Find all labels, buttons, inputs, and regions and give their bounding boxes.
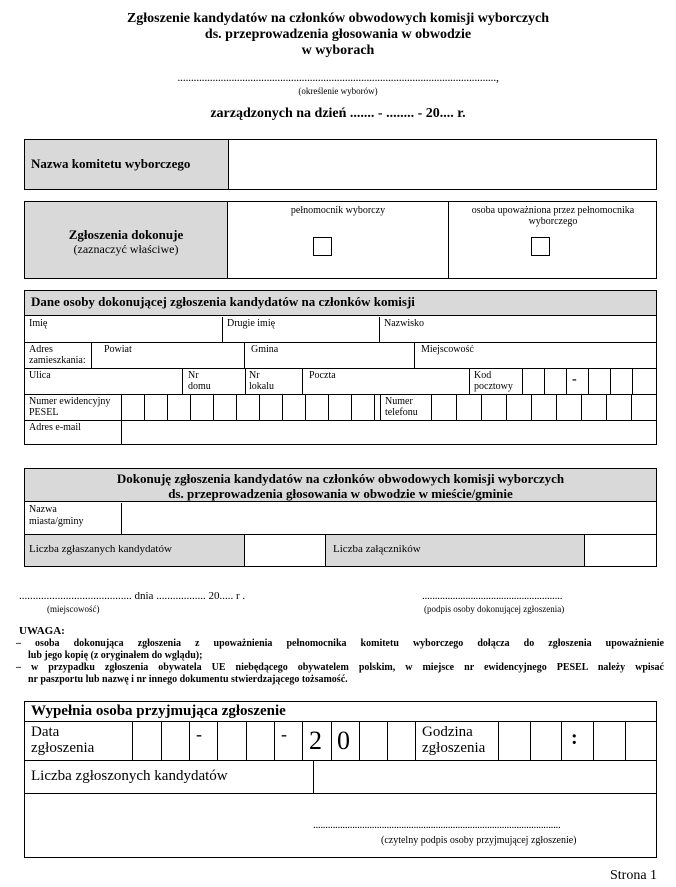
phone-cells[interactable] <box>431 395 656 420</box>
form-title <box>0 11 676 59</box>
submitter-role-box <box>24 201 657 279</box>
option-authorized-label: osoba upoważniona przez pełnomocnika wyborczego <box>471 205 635 227</box>
date-dash-1: - <box>196 724 202 744</box>
house-number-field[interactable]: Nr domu <box>188 370 211 392</box>
locality-field[interactable]: Miejscowość <box>421 344 474 355</box>
time-colon: : <box>571 727 578 749</box>
elections-caption: (określenie wyborów) <box>298 86 378 96</box>
notice-list <box>16 638 664 686</box>
notice-item-1a: – osoba dokonująca zgłoszenia z upoważnienia pełnomocnika komitetu wyborczego dołącza do zgłoszenia upoważnienie <box>16 638 664 649</box>
submission-title: Dokonuję zgłoszenia kandydatów na członków obwodowych komisji wyborczych ds. przeprowadzenia głosowania w obwodzie w mieście/gminie <box>25 469 656 502</box>
year-digit-0: 0 <box>337 726 350 755</box>
date-label-cell: Data zgłoszenia <box>31 724 95 756</box>
committee-label-cell <box>25 140 229 189</box>
pesel-label-cell: Numer ewidencyjny PESEL <box>29 396 111 418</box>
postal-code-cells[interactable] <box>522 369 654 394</box>
submission-section <box>24 468 657 567</box>
notice-item-2a: – w przypadku zgłoszenia obywatela UE niebędącego obywatelem polskim, w miejsce nr ewidencyjnego PESEL należy wpisać <box>16 662 664 673</box>
receiver-signature-caption: (czytelny podpis osoby przyjmującej zgłoszenie) <box>381 835 577 846</box>
attachments-label-cell: Liczba załączników <box>325 535 585 566</box>
pesel-cells[interactable] <box>121 395 384 420</box>
postal-code-label-cell: Kod pocztowy <box>474 370 513 392</box>
notice-title: UWAGA: <box>19 625 65 637</box>
commune-field[interactable]: Gmina <box>251 344 279 355</box>
address-label-cell: Adres zamieszkania: <box>29 344 86 366</box>
post-office-field[interactable]: Poczta <box>309 370 336 381</box>
elections-field[interactable]: ......................................................................................................................, <box>177 70 499 84</box>
option-proxy-checkbox[interactable] <box>313 237 332 256</box>
committee-label: Nazwa komitetu wyborczego <box>31 156 191 171</box>
ordered-on-date[interactable]: zarządzonych na dzień ....... - ........ - 20.... r. <box>210 106 466 121</box>
place-date-field[interactable]: ......................................... dnia .................. 20..... r . <box>19 590 246 602</box>
receiver-signature-field[interactable]: ..................................................................................................... <box>313 819 561 831</box>
year-digit-2: 2 <box>309 726 322 755</box>
city-field[interactable] <box>122 503 656 534</box>
first-name-field[interactable]: Imię <box>29 318 48 329</box>
submitter-signature-caption: (podpis osoby dokonującej zgłoszenia) <box>424 604 565 614</box>
submitter-signature-field[interactable]: ....................................................... <box>422 590 563 602</box>
submitter-role-hint: (zaznaczyć właściwe) <box>73 242 179 256</box>
receiver-title: Wypełnia osoba przyjmująca zgłoszenie <box>31 703 286 719</box>
submitter-role-label-cell <box>25 202 228 278</box>
time-label-cell: Godzina zgłoszenia <box>422 724 486 756</box>
place-caption: (miejscowość) <box>47 604 100 614</box>
committee-name-field[interactable] <box>229 140 656 189</box>
title-line-3: w wyborach <box>301 43 375 58</box>
title-line-1: Zgłoszenie kandydatów na członków obwodowych komisji wyborczych <box>126 11 550 26</box>
candidates-count-label-cell: Liczba zgłaszanych kandydatów <box>25 535 245 566</box>
page-number: Strona 1 <box>610 868 658 883</box>
attachments-count-field[interactable] <box>585 535 656 566</box>
last-name-field[interactable]: Nazwisko <box>384 318 424 329</box>
city-label-cell: Nazwa miasta/gminy <box>29 504 84 527</box>
notice-item-1b: lub jego kopię (z oryginałem do wglądu); <box>28 650 203 661</box>
receiver-section <box>24 701 657 858</box>
title-line-2: ds. przeprowadzenia głosowania w obwodzie <box>204 27 472 42</box>
option-proxy-label: pełnomocnik wyborczy <box>290 205 386 216</box>
committee-box <box>24 139 657 190</box>
date-dash-2: - <box>281 724 287 744</box>
received-count-label-cell: Liczba zgłoszonych kandydatów <box>31 768 228 784</box>
candidates-count-field[interactable] <box>246 535 325 566</box>
email-label-cell: Adres e-mail <box>29 422 81 433</box>
postal-code-dash: - <box>572 372 577 387</box>
flat-number-field[interactable]: Nr lokalu <box>249 370 274 392</box>
date-cells[interactable] <box>132 722 415 760</box>
person-section-title: Dane osoby dokonującej zgłoszenia kandydatów na członków komisji <box>25 291 656 316</box>
person-section <box>24 290 657 445</box>
second-name-field[interactable]: Drugie imię <box>227 318 276 329</box>
street-field[interactable]: Ulica <box>29 370 51 381</box>
district-field[interactable]: Powiat <box>104 344 132 355</box>
phone-label-cell: Numer telefonu <box>385 396 418 418</box>
submitter-role-label: Zgłoszenia dokonuje <box>68 227 184 242</box>
received-count-field[interactable] <box>314 761 656 793</box>
option-authorized-checkbox[interactable] <box>531 237 550 256</box>
notice-item-2b: nr paszportu lub nazwę i nr innego dokumentu stwierdzającego tożsamość. <box>28 674 348 685</box>
email-field[interactable] <box>122 421 656 444</box>
